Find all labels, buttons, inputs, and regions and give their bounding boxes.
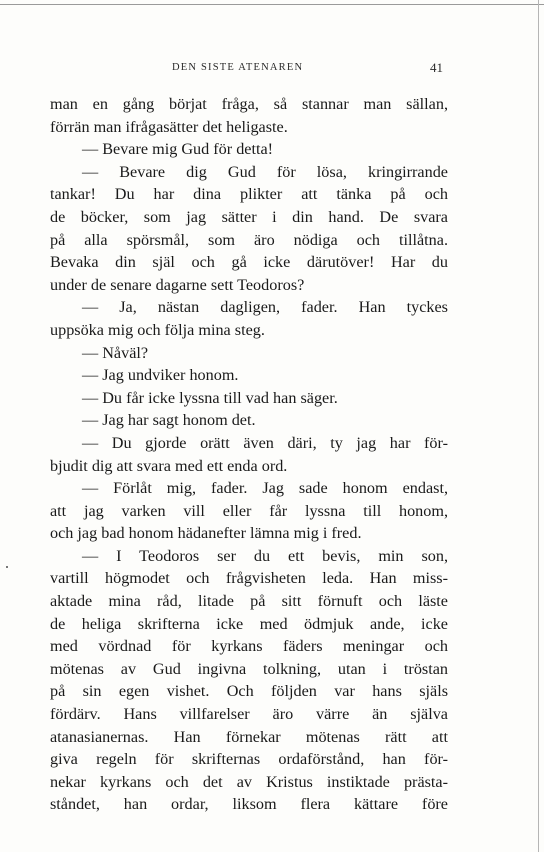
text-line: — I Teodoros ser du ett bevis, min son,	[82, 546, 448, 565]
text-line: aktade mina råd, litade på sitt förnuft och läste	[50, 592, 448, 611]
scan-top-edge	[0, 4, 544, 5]
text-line: tankar! Du har dina plikter att tänka på och	[50, 185, 448, 204]
text-line: man en gång börjat fråga, så stannar man sällan,	[50, 95, 448, 113]
text-line: uppsöka mig och följa mina steg.	[50, 320, 265, 339]
text-line: bjudit dig att svara med ett enda ord.	[50, 456, 288, 475]
text-line: med vördnad för kyrkans fäders meningar och	[50, 637, 448, 656]
page-header	[0, 62, 544, 78]
text-line: atanasianernas. Han förnekar mötenas rätt att	[50, 727, 448, 746]
scan-right-edge	[538, 0, 539, 852]
text-line: på sin egen vishet. Och följden var hans själs	[50, 682, 448, 701]
text-line: — Nåväl?	[82, 343, 149, 362]
text-line: de böcker, som jag sätter i din hand. De svara	[50, 207, 448, 226]
text-line: under de senare dagarne sett Teodoros?	[50, 275, 305, 294]
text-line: mötenas av Gud ingivna tolkning, utan i tröstan	[50, 659, 448, 678]
text-line: — Bevare mig Gud för detta!	[82, 140, 274, 159]
text-line: — Jag undviker honom.	[82, 366, 239, 385]
scan-speck	[6, 566, 8, 568]
text-line: nekar kyrkans och det av Kristus instiktade prästa-	[50, 772, 448, 791]
text-line: Bevaka din själ och gå icke därutöver! Har du	[50, 253, 448, 272]
text-line: — Jag har sagt honom det.	[82, 411, 256, 430]
body-text	[50, 93, 448, 816]
page-number: 41	[430, 60, 443, 75]
text-line: på alla spörsmål, som äro nödiga och tillåtna.	[50, 230, 448, 249]
text-line: — Du får icke lyssna till vad han säger.	[82, 388, 338, 407]
text-line: ståndet, han ordar, liksom flera kättare före	[50, 795, 448, 814]
text-line: — Ja, nästan dagligen, fader. Han tyckes	[82, 298, 448, 317]
text-line: att jag varken vill eller får lyssna till honom,	[50, 501, 448, 520]
text-line: de heliga skrifterna icke med ödmjuk ande, icke	[50, 614, 448, 633]
text-line: giva regeln för skrifternas ordaförstånd, han för-	[50, 750, 448, 769]
text-line: vartill högmodet och frågvisheten leda. Han miss-	[50, 569, 448, 588]
running-head: DEN SISTE ATENAREN	[172, 62, 304, 73]
text-line: fördärv. Hans villfarelser äro värre än själva	[50, 705, 448, 724]
text-line: — Du gjorde orätt även däri, ty jag har för-	[82, 433, 448, 452]
text-line: och jag bad honom hädanefter lämna mig i fred.	[50, 524, 362, 543]
text-line: — Förlåt mig, fader. Jag sade honom endast,	[82, 479, 448, 498]
text-line: — Bevare dig Gud för lösa, kringirrande	[82, 162, 448, 181]
text-line: förrän man ifrågasätter det heligaste.	[50, 117, 288, 136]
